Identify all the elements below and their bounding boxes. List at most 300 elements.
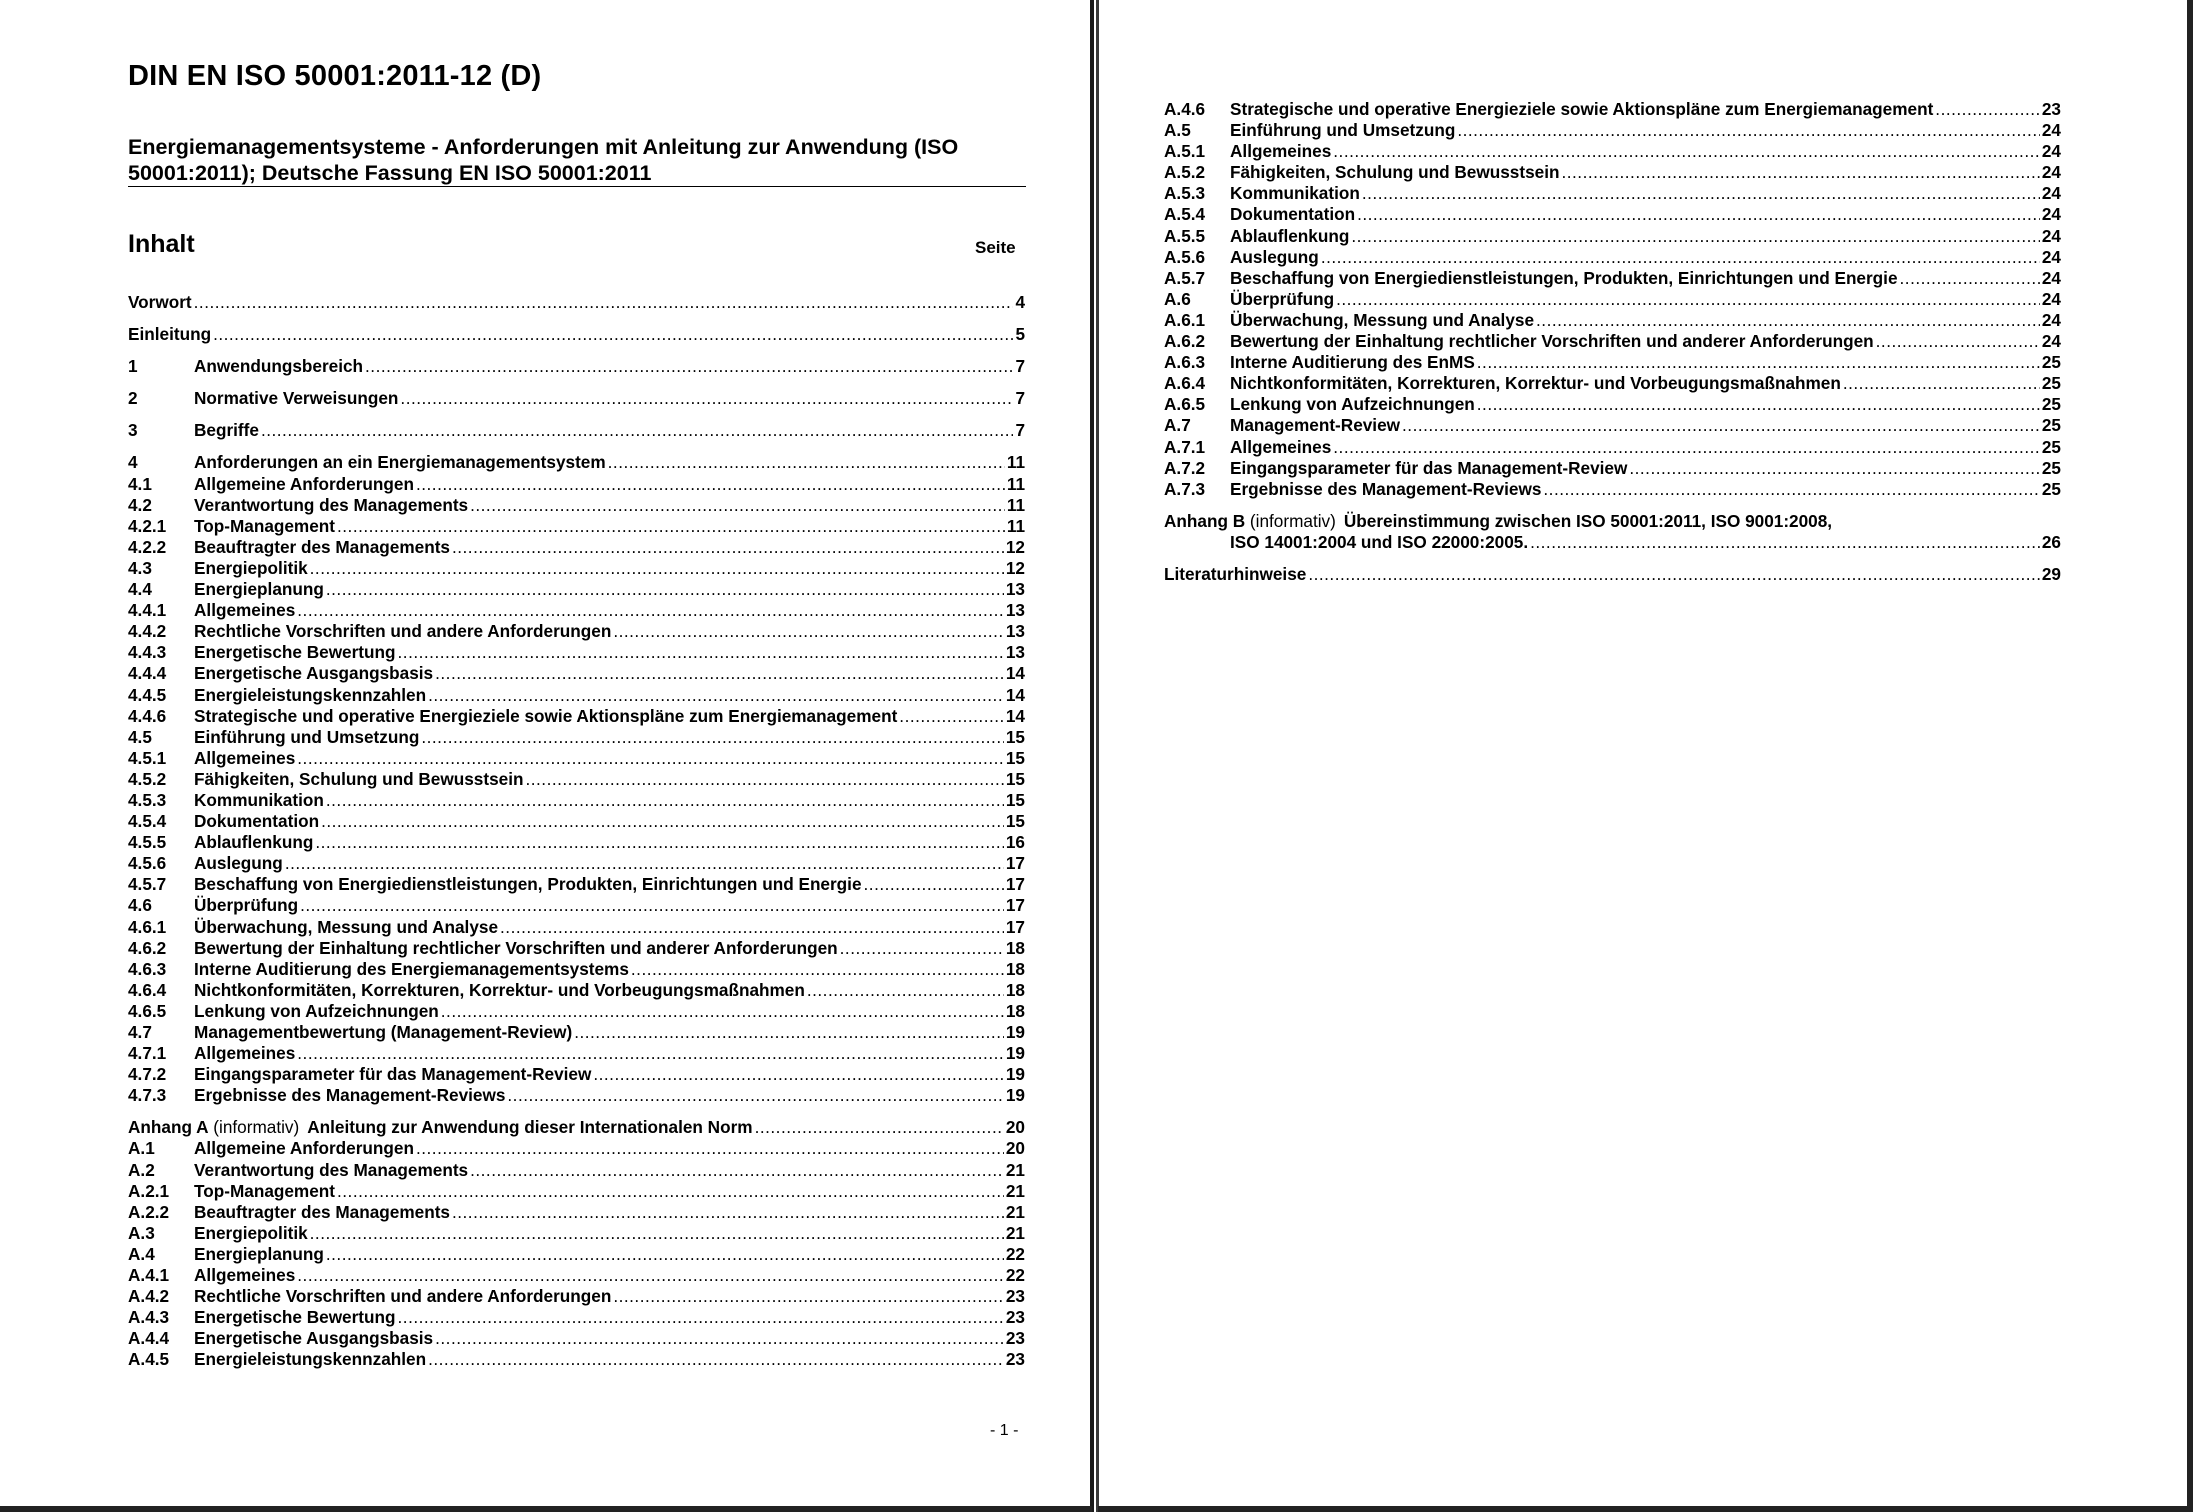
toc-entry-number: 4.5.7: [128, 874, 167, 895]
toc-entry[interactable]: [128, 1117, 1025, 1138]
toc-entry-title: Beauftragter des Managements: [194, 536, 450, 557]
toc-entry-number: A.5.3: [1164, 183, 1206, 204]
toc-leader-dots: [1362, 183, 2040, 204]
toc-entry-number: 4.6.4: [128, 979, 167, 1000]
toc-leader-dots: [297, 1265, 1004, 1286]
toc-entry-number: A.5.5: [1164, 225, 1206, 246]
table-of-contents-left: [128, 292, 1025, 1371]
toc-entry-title: Auslegung: [1230, 246, 1319, 267]
toc-leader-dots: [1402, 415, 2040, 436]
toc-entry-page: 14: [1005, 663, 1025, 684]
toc-entry[interactable]: [128, 537, 1025, 558]
toc-entry[interactable]: [1164, 394, 2061, 415]
toc-entry-number: Anhang A: [128, 1117, 209, 1138]
toc-entry-page: 19: [1005, 1043, 1025, 1064]
toc-entry-title: Energieleistungskennzahlen: [194, 1349, 427, 1370]
toc-leader-dots: [435, 663, 1004, 684]
toc-leader-dots: [441, 1001, 1004, 1022]
toc-entry[interactable]: [128, 917, 1025, 938]
toc-entry-title: Nichtkonformitäten, Korrekturen, Korrektur- und Vorbeugungsmaßnahmen: [194, 979, 805, 1000]
toc-entry[interactable]: [128, 1085, 1025, 1106]
toc-entry-number: 4.6: [128, 895, 152, 916]
toc-entry-title: Beauftragter des Managements: [194, 1201, 450, 1222]
toc-entry[interactable]: [128, 769, 1025, 790]
toc-entry-annex-b-line-1: [1164, 511, 2061, 532]
toc-entry-number: A.6.3: [1164, 352, 1206, 373]
toc-entry-page: 7: [1015, 388, 1025, 409]
toc-entry-number: 4.6.1: [128, 916, 167, 937]
toc-entry-title: Verantwortung des Managements: [194, 494, 469, 515]
toc-entry[interactable]: [128, 727, 1025, 748]
toc-entry[interactable]: [1164, 141, 2061, 162]
toc-entry[interactable]: [1164, 437, 2061, 458]
toc-leader-dots: [1351, 226, 2040, 247]
toc-entry-title: Energetische Bewertung: [194, 642, 396, 663]
toc-entry[interactable]: [1164, 289, 2061, 310]
toc-leader-dots: [428, 1349, 1004, 1370]
toc-entry-page: 24: [2041, 309, 2061, 330]
toc-entry[interactable]: [128, 748, 1025, 769]
toc-leader-dots: [1543, 479, 2039, 500]
toc-entry-title: Eingangsparameter für das Management-Review: [1230, 457, 1628, 478]
toc-entry-page: 17: [1005, 916, 1025, 937]
toc-entry[interactable]: [128, 579, 1025, 600]
toc-entry-page: 13: [1005, 600, 1025, 621]
toc-entry-title: ISO 14001:2004 und ISO 22000:2005.: [1230, 531, 1529, 552]
toc-entry-title: Ergebnisse des Management-Reviews: [1230, 478, 1542, 499]
page-edge-bottom-right: [1098, 1506, 2190, 1512]
toc-entry-number: 4.1: [128, 473, 152, 494]
toc-entry-number: 4.7.1: [128, 1043, 167, 1064]
toc-entry-title: Kommunikation: [1230, 183, 1360, 204]
toc-entry-page: 23: [1005, 1307, 1025, 1328]
toc-entry-number: A.6.5: [1164, 394, 1206, 415]
toc-entry-page: 23: [1005, 1286, 1025, 1307]
toc-entry[interactable]: [128, 1244, 1025, 1265]
toc-entry-page: 20: [1005, 1117, 1025, 1138]
toc-entry[interactable]: [1164, 247, 2061, 268]
toc-entry-title: Dokumentation: [1230, 204, 1356, 225]
toc-leader-dots: [452, 1202, 1004, 1223]
toc-entry-page: 29: [2041, 563, 2061, 584]
toc-entry[interactable]: [1164, 120, 2061, 141]
toc-entry-number: A.4.3: [128, 1307, 170, 1328]
toc-entry-number: A.3: [128, 1222, 155, 1243]
toc-entry-title: Rechtliche Vorschriften und andere Anforderungen: [194, 1286, 612, 1307]
toc-entry-title: Allgemeines: [194, 1265, 296, 1286]
toc-entry[interactable]: [128, 1043, 1025, 1064]
toc-entry-title: Übereinstimmung zwischen ISO 50001:2011, ISO 9001:2008,: [1343, 510, 1833, 531]
page-footer: - 1 -: [990, 1422, 1019, 1439]
toc-leader-dots: [1629, 458, 2040, 479]
toc-entry[interactable]: [128, 663, 1025, 684]
toc-entry[interactable]: [128, 1265, 1025, 1286]
toc-leader-dots: [631, 959, 1004, 980]
toc-entry[interactable]: [1164, 479, 2061, 500]
toc-leader-dots: [213, 324, 1013, 345]
toc-entry-page: 17: [1005, 874, 1025, 895]
document-title: DIN EN ISO 50001:2011-12 (D): [128, 60, 542, 92]
toc-entry-page: 24: [2041, 141, 2061, 162]
toc-entry-page: 17: [1005, 895, 1025, 916]
toc-leader-dots: [435, 1328, 1004, 1349]
toc-entry-number: A.6.2: [1164, 331, 1206, 352]
toc-entry[interactable]: [128, 495, 1025, 516]
toc-entry-page: 15: [1005, 747, 1025, 768]
toc-leader-dots: [285, 853, 1004, 874]
toc-entry-page: 25: [2041, 478, 2061, 499]
toc-entry-page: 5: [1015, 324, 1025, 345]
toc-leader-dots: [574, 1022, 1004, 1043]
toc-leader-dots: [416, 1138, 1004, 1159]
toc-leader-dots: [1333, 437, 2040, 458]
toc-entry-number: 2: [128, 388, 138, 409]
toc-leader-dots: [470, 495, 1005, 516]
toc-entry[interactable]: [128, 1160, 1025, 1181]
toc-leader-dots: [613, 1286, 1004, 1307]
toc-entry-title: Ablauflenkung: [194, 832, 314, 853]
toc-entry-number: 4.6.5: [128, 1000, 167, 1021]
toc-entry[interactable]: [1164, 331, 2061, 352]
toc-entry-title: Managementbewertung (Management-Review): [194, 1022, 573, 1042]
toc-entry[interactable]: [128, 959, 1025, 980]
toc-entry-title: Energieleistungskennzahlen: [194, 684, 427, 705]
toc-entry-title: Energiepolitik: [194, 1222, 308, 1243]
toc-entry-page: 21: [1005, 1222, 1025, 1243]
toc-entry-title: Allgemeines: [194, 1043, 296, 1064]
toc-entry[interactable]: [1164, 373, 2061, 394]
toc-leader-dots: [297, 1043, 1004, 1064]
toc-entry-title: Fähigkeiten, Schulung und Bewusstsein: [1230, 162, 1560, 183]
toc-leader-dots: [899, 706, 1004, 727]
toc-entry[interactable]: [1164, 268, 2061, 289]
toc-leader-dots: [1333, 141, 2040, 162]
toc-entry-page: 24: [2041, 225, 2061, 246]
toc-entry-title: Top-Management: [194, 515, 335, 536]
toc-entry-title: Dokumentation: [194, 811, 320, 832]
toc-entry-page: 14: [1005, 705, 1025, 726]
toc-entry-number: A.1: [128, 1138, 155, 1159]
toc-entry-title: Energetische Bewertung: [194, 1307, 396, 1328]
toc-entry[interactable]: [128, 1223, 1025, 1244]
toc-entry-title: Kommunikation: [194, 789, 324, 810]
toc-leader-dots: [1536, 310, 2040, 331]
page-separator: [1090, 0, 1094, 1512]
toc-entry[interactable]: [1164, 183, 2061, 204]
toc-entry[interactable]: [128, 1022, 1025, 1043]
toc-entry-page: 13: [1005, 642, 1025, 663]
toc-entry-title: Interne Auditierung des EnMS: [1230, 352, 1475, 373]
toc-entry-number: A.4.1: [128, 1265, 170, 1286]
page-edge-right: [2187, 0, 2193, 1512]
toc-entry-number: A.7.2: [1164, 457, 1206, 478]
toc-entry-number: 4.6.2: [128, 937, 167, 958]
toc-leader-dots: [310, 1223, 1004, 1244]
toc-leader-dots: [500, 917, 1004, 938]
toc-entry[interactable]: [128, 1202, 1025, 1223]
toc-entry-page: 25: [2041, 415, 2061, 436]
toc-entry-page: 21: [1005, 1159, 1025, 1180]
toc-leader-dots: [321, 811, 1004, 832]
toc-leader-dots: [1876, 331, 2040, 352]
toc-entry[interactable]: [128, 832, 1025, 853]
toc-leader-dots: [297, 600, 1004, 621]
toc-entry[interactable]: [128, 558, 1025, 579]
toc-entry-number: 4.4.4: [128, 663, 167, 684]
toc-entry-number: 4.5.5: [128, 832, 167, 853]
toc-entry-number: A.4: [128, 1243, 155, 1264]
toc-entry-page: 18: [1005, 979, 1025, 1000]
toc-entry[interactable]: [128, 895, 1025, 916]
toc-entry-title: Beschaffung von Energiedienstleistungen, Produkten, Einrichtungen und Energie: [194, 874, 862, 895]
toc-entry-title: Beschaffung von Energiedienstleistungen, Produkten, Einrichtungen und Energie: [1230, 267, 1898, 288]
toc-entry-page: 7: [1015, 356, 1025, 377]
toc-entry-number: A.2.1: [128, 1180, 170, 1201]
page-edge-bottom-left: [0, 1506, 1092, 1512]
toc-entry-page: 19: [1005, 1085, 1025, 1106]
toc-entry-page: 17: [1005, 853, 1025, 874]
toc-leader-dots: [398, 642, 1004, 663]
toc-entry[interactable]: [1164, 352, 2061, 373]
toc-entry-page: 13: [1005, 621, 1025, 642]
toc-entry-page: 7: [1015, 420, 1025, 441]
toc-entry[interactable]: [128, 1001, 1025, 1022]
toc-entry[interactable]: [128, 811, 1025, 832]
toc-entry[interactable]: [128, 292, 1025, 313]
toc-entry-title: Überprüfung: [194, 895, 299, 916]
toc-entry-annex-b-line-2: [1164, 532, 2061, 553]
toc-entry-page: 18: [1005, 1000, 1025, 1021]
toc-entry-title: Energieplanung: [194, 579, 324, 600]
toc-entry-title: Anwendungsbereich: [194, 356, 364, 377]
toc-entry-title: Begriffe: [194, 420, 259, 441]
toc-leader-dots: [315, 832, 1004, 853]
toc-leader-dots: [1477, 394, 2040, 415]
toc-entry[interactable]: [128, 324, 1025, 345]
toc-leader-dots: [1321, 247, 2040, 268]
toc-leader-dots: [1843, 373, 2040, 394]
toc-entry-number: A.5: [1164, 120, 1191, 141]
toc-entry-title: Anleitung zur Anwendung dieser Internationalen Norm: [307, 1117, 753, 1138]
toc-entry-title: Nichtkonformitäten, Korrekturen, Korrektur- und Vorbeugungsmaßnahmen: [1230, 373, 1841, 394]
toc-entry-title: Auslegung: [194, 853, 283, 874]
page-separator-shadow: [1096, 0, 1099, 1512]
toc-leader-dots: [755, 1117, 1004, 1138]
toc-entry-number: 4.5.3: [128, 789, 167, 810]
toc-entry-page: 15: [1005, 768, 1025, 789]
toc-leader-dots: [840, 938, 1004, 959]
toc-entry[interactable]: [128, 621, 1025, 642]
toc-entry-page: 22: [1005, 1265, 1025, 1286]
toc-entry[interactable]: [1164, 458, 2061, 479]
toc-entry-number: A.6.4: [1164, 373, 1206, 394]
toc-entry-title: Bewertung der Einhaltung rechtlicher Vorschriften und anderer Anforderungen: [194, 937, 838, 958]
toc-entry-title: Strategische und operative Energieziele sowie Aktionspläne zum Energiemanagement: [194, 705, 898, 726]
toc-leader-dots: [421, 727, 1004, 748]
toc-entry-number: A.7: [1164, 415, 1191, 436]
document-page-1: [0, 0, 1092, 1509]
toc-leader-dots: [400, 388, 1013, 409]
toc-entry-title: Strategische und operative Energieziele sowie Aktionspläne zum Energiemanagement: [1230, 99, 1934, 119]
toc-entry-number: 4.4.5: [128, 684, 167, 705]
toc-entry[interactable]: [128, 1138, 1025, 1159]
toc-leader-dots: [326, 579, 1004, 600]
toc-entry-page: 4: [1015, 292, 1025, 312]
toc-entry[interactable]: [128, 356, 1025, 377]
toc-leader-dots: [326, 790, 1004, 811]
toc-entry-number: A.4.4: [128, 1328, 170, 1349]
toc-entry-informativ: (informativ): [208, 1117, 300, 1138]
toc-entry-title: Rechtliche Vorschriften und andere Anforderungen: [194, 621, 612, 642]
toc-leader-dots: [416, 474, 1005, 495]
toc-entry[interactable]: [128, 853, 1025, 874]
toc-entry-number: A.6.1: [1164, 309, 1206, 330]
toc-entry[interactable]: [128, 1181, 1025, 1202]
toc-entry-page: 23: [2041, 99, 2061, 119]
toc-entry[interactable]: [128, 452, 1025, 473]
toc-leader-dots: [1900, 268, 2040, 289]
toc-entry-title: Einführung und Umsetzung: [194, 726, 420, 747]
toc-entry-annex-b[interactable]: [1164, 511, 2061, 553]
toc-leader-dots: [507, 1085, 1003, 1106]
toc-entry-title: Eingangsparameter für das Management-Review: [194, 1064, 592, 1085]
toc-entry[interactable]: [128, 874, 1025, 895]
toc-entry-page: 24: [2041, 288, 2061, 309]
toc-entry-number: A.5.4: [1164, 204, 1206, 225]
document-subtitle-line-2: 50001:2011); Deutsche Fassung EN ISO 50001:2011: [128, 161, 652, 185]
document-subtitle-line-1: Energiemanagementsysteme - Anforderungen mit Anleitung zur Anwendung (ISO: [128, 135, 959, 159]
toc-leader-dots: [326, 1244, 1004, 1265]
toc-entry[interactable]: [128, 1064, 1025, 1085]
toc-leader-dots: [1308, 564, 2040, 585]
toc-leader-dots: [593, 1064, 1004, 1085]
toc-entry-page: 23: [1005, 1349, 1025, 1370]
toc-entry-page: 24: [2041, 204, 2061, 225]
toc-entry-title: Energieplanung: [194, 1243, 324, 1264]
toc-entry-number: 4.5.1: [128, 747, 167, 768]
toc-entry-number: A.5.7: [1164, 267, 1206, 288]
toc-entry-page: 25: [2041, 373, 2061, 394]
toc-entry-page: 21: [1005, 1201, 1025, 1222]
toc-entry[interactable]: [128, 980, 1025, 1001]
toc-entry-title: Top-Management: [194, 1180, 335, 1201]
toc-entry-number: Anhang B: [1164, 510, 1246, 531]
toc-entry-number: 4.6.3: [128, 958, 167, 979]
toc-leader-dots: [337, 1181, 1004, 1202]
toc-entry-page: 25: [2041, 457, 2061, 478]
toc-entry-literatur[interactable]: [1164, 564, 2061, 585]
toc-entry-page: 25: [2041, 352, 2061, 373]
toc-entry[interactable]: [128, 685, 1025, 706]
toc-entry-title: Einleitung: [128, 324, 212, 345]
toc-entry-title: Verantwortung des Managements: [194, 1159, 469, 1180]
toc-entry[interactable]: [128, 706, 1025, 727]
document-subtitle: [128, 134, 1008, 186]
toc-entry-number: 4.4.6: [128, 705, 167, 726]
toc-entry-number: 4.5: [128, 726, 152, 747]
toc-entry-title: Vorwort: [128, 292, 192, 312]
toc-entry-number: 4.5.6: [128, 853, 167, 874]
toc-entry[interactable]: [1164, 310, 2061, 331]
toc-entry-page: 24: [2041, 162, 2061, 183]
toc-entry-number: 4.2: [128, 494, 152, 515]
toc-entry-page: 25: [2041, 394, 2061, 415]
toc-entry-title: Ablauflenkung: [1230, 225, 1350, 246]
toc-entry-page: 24: [2041, 246, 2061, 267]
toc-entry[interactable]: [128, 1328, 1025, 1349]
toc-entry-page: 11: [1006, 452, 1025, 473]
toc-entry-page: 18: [1005, 958, 1025, 979]
toc-leader-dots: [613, 621, 1004, 642]
toc-entry[interactable]: [1164, 99, 2061, 120]
toc-entry[interactable]: [128, 642, 1025, 663]
toc-entry[interactable]: [128, 790, 1025, 811]
toc-entry[interactable]: [1164, 415, 2061, 436]
toc-entry-page: 24: [2041, 331, 2061, 352]
toc-entry-number: A.4.6: [1164, 99, 1206, 119]
toc-entry-page: 16: [1005, 832, 1025, 853]
toc-entry[interactable]: [128, 938, 1025, 959]
toc-entry-number: 4: [128, 452, 138, 473]
toc-entry-page: 15: [1005, 726, 1025, 747]
toc-entry-title: Anforderungen an ein Energiemanagementsystem: [194, 452, 606, 473]
toc-leader-dots: [300, 895, 1004, 916]
toc-entry-title: Allgemeines: [194, 747, 296, 768]
toc-entry-page: 23: [1005, 1328, 1025, 1349]
toc-entry-page: 12: [1005, 557, 1025, 578]
toc-entry-number: 4.4.1: [128, 600, 167, 621]
toc-entry-title: Allgemeine Anforderungen: [194, 1138, 414, 1159]
toc-entry[interactable]: [1164, 204, 2061, 225]
toc-entry[interactable]: [128, 388, 1025, 409]
toc-entry[interactable]: [128, 1307, 1025, 1328]
contents-heading: Inhalt: [128, 230, 195, 258]
toc-entry-number: 4.5.2: [128, 768, 167, 789]
toc-entry[interactable]: [128, 516, 1025, 537]
toc-entry-number: A.6: [1164, 288, 1191, 309]
toc-entry[interactable]: [1164, 226, 2061, 247]
toc-entry[interactable]: [128, 420, 1025, 441]
toc-entry[interactable]: [128, 600, 1025, 621]
toc-entry[interactable]: [128, 1286, 1025, 1307]
toc-entry-number: 4.3: [128, 557, 152, 578]
toc-entry-number: A.4.5: [128, 1349, 170, 1370]
toc-entry-number: 4.4.2: [128, 621, 167, 642]
toc-entry[interactable]: [128, 1349, 1025, 1370]
toc-entry-title: Management-Review: [1230, 415, 1401, 436]
toc-leader-dots: [398, 1307, 1004, 1328]
toc-entry-page: 24: [2041, 120, 2061, 141]
toc-leader-dots: [1935, 99, 2040, 120]
toc-entry-number: 4.4.3: [128, 642, 167, 663]
toc-entry[interactable]: [1164, 162, 2061, 183]
toc-entry-page: 24: [2041, 267, 2061, 288]
title-rule: [128, 186, 1026, 187]
toc-entry-number: A.4.2: [128, 1286, 170, 1307]
toc-entry-title: Überwachung, Messung und Analyse: [194, 916, 499, 937]
toc-leader-dots: [525, 769, 1003, 790]
toc-entry-title: Energiepolitik: [194, 557, 308, 578]
toc-entry-annex-label: [128, 1117, 299, 1138]
toc-entry-title: Energetische Ausgangsbasis: [194, 663, 434, 684]
toc-entry-page: 26: [2041, 531, 2061, 552]
toc-entry-page: 20: [1005, 1138, 1025, 1159]
toc-entry-title: Überprüfung: [1230, 288, 1335, 309]
toc-entry-title: Literaturhinweise: [1164, 563, 1307, 584]
toc-entry[interactable]: [128, 474, 1025, 495]
toc-entry-number: A.5.6: [1164, 246, 1206, 267]
toc-leader-dots: [261, 420, 1013, 441]
